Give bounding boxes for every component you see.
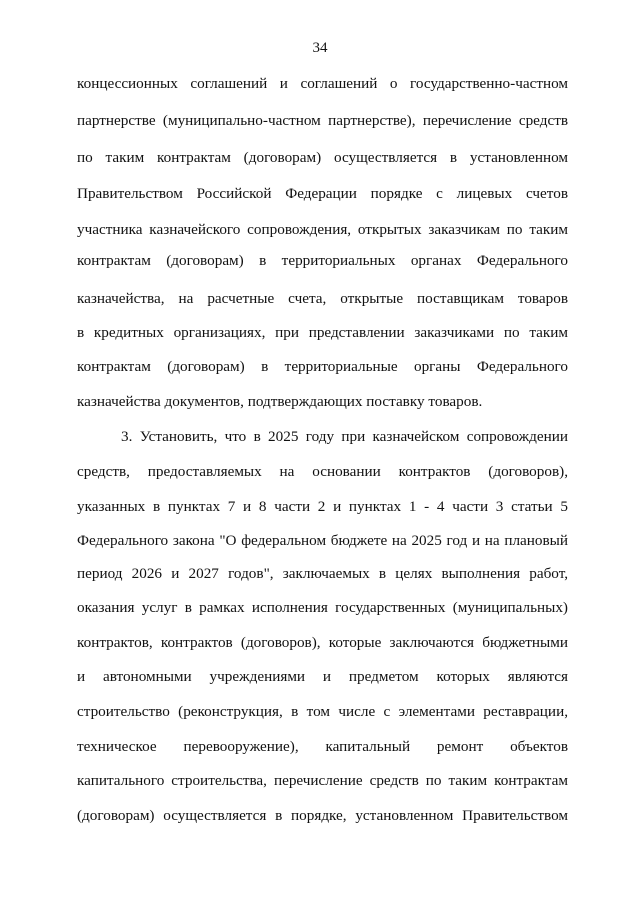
text-line: партнерстве (муниципально-частном партнерстве), перечисление средств <box>77 112 568 129</box>
text-line: концессионных соглашений и соглашений о государственно-частном <box>77 75 568 92</box>
text-line: контрактам (договорам) в территориальные органы Федерального <box>77 358 568 375</box>
text-line: (договорам) осуществляется в порядке, установленном Правительством <box>77 807 568 824</box>
text-line: период 2026 и 2027 годов", заключаемых в целях выполнения работ, <box>77 565 568 582</box>
text-line: в кредитных организациях, при представлении заказчиками по таким <box>77 324 568 341</box>
text-line: Правительством Российской Федерации порядке с лицевых счетов <box>77 185 568 202</box>
text-line: средств, предоставляемых на основании контрактов (договоров), <box>77 463 568 480</box>
page-number: 34 <box>312 40 328 56</box>
text-line: по таким контрактам (договорам) осуществляется в установленном <box>77 149 568 166</box>
text-line: 3. Установить, что в 2025 году при казначейском сопровождении <box>121 428 568 445</box>
text-line: и автономными учреждениями и предметом которых являются <box>77 668 568 685</box>
text-line: капитального строительства, перечисление средств по таким контрактам <box>77 772 568 789</box>
text-line: указанных в пунктах 7 и 8 части 2 и пунктах 1 - 4 части 3 статьи 5 <box>77 498 568 515</box>
text-line: оказания услуг в рамках исполнения государственных (муниципальных) <box>77 599 568 616</box>
text-line: Федерального закона "О федеральном бюджете на 2025 год и на плановый <box>77 532 568 549</box>
text-line: техническое перевооружение), капитальный ремонт объектов <box>77 738 568 755</box>
text-line: контрактов, контрактов (договоров), которые заключаются бюджетными <box>77 634 568 651</box>
text-line: казначейства, на расчетные счета, открытые поставщикам товаров <box>77 290 568 307</box>
text-line: строительство (реконструкция, в том числе с элементами реставрации, <box>77 703 568 720</box>
text-line: участника казначейского сопровождения, открытых заказчикам по таким <box>77 221 568 238</box>
text-line: контрактам (договорам) в территориальных органах Федерального <box>77 252 568 269</box>
text-line: казначейства документов, подтверждающих поставку товаров. <box>77 393 483 410</box>
